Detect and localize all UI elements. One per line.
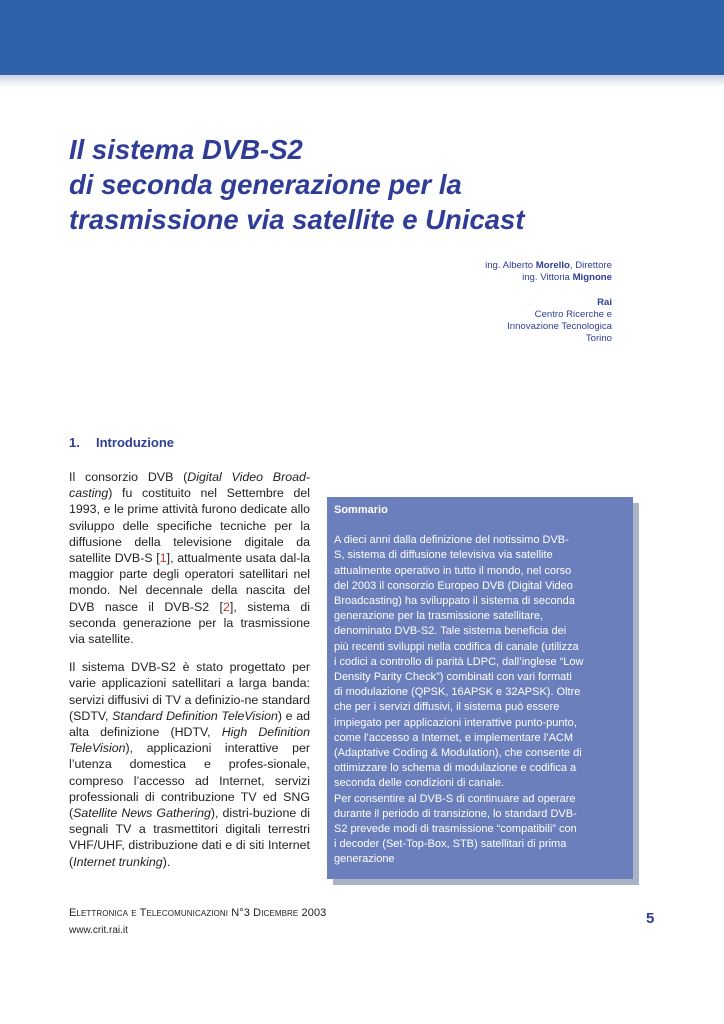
summary-line: del 2003 il consorzio Europeo DVB (Digital Video xyxy=(334,579,573,592)
paragraph xyxy=(69,469,310,647)
affiliation-line: Torino xyxy=(585,333,612,345)
paragraph xyxy=(69,659,310,870)
summary-line: ottimizzare lo schema di modulazione e codifica a xyxy=(334,762,577,775)
author-name: Mignone xyxy=(572,272,612,284)
title-line: di seconda generazione per la xyxy=(69,169,462,200)
section-number: 1. xyxy=(69,435,80,450)
author-prefix: ing. Vittoria xyxy=(522,272,573,284)
text-run: ), distri-buzione di segnali TV a trasmettitori digitali terrestri VHF/UHF, distribuzione dati e di siti Internet ( xyxy=(69,806,310,869)
summary-line: S2 prevede modi di trasmissione “compatibili” con xyxy=(334,823,577,836)
author-1 xyxy=(485,260,612,272)
text-run: ) e ad alta definizione (HDTV, xyxy=(69,708,311,740)
summary-line: di modulazione (QPSK, 16APSK e 32APSK). Oltre xyxy=(334,686,581,699)
reference-link[interactable]: 1 xyxy=(159,551,167,566)
author-2 xyxy=(485,272,612,284)
summary-line: denominato DVB-S2. Tale sistema beneficia dei xyxy=(334,625,567,638)
italic-run: Internet trunking xyxy=(73,854,163,869)
summary-line: generazione xyxy=(334,853,395,866)
summary-title: Sommario xyxy=(334,504,388,516)
affiliation-line: Innovazione Tecnologica xyxy=(507,321,612,333)
summary-text xyxy=(334,533,625,867)
summary-line: i codici a controllo di parità LDPC, dall’inglese “Low xyxy=(334,655,584,668)
author-name: Morello xyxy=(535,260,570,271)
italic-run: Standard Definition TeleVision xyxy=(112,708,278,723)
text-run: Il sistema DVB-S2 è stato progettato per varie applicazioni satellitari a larga banda: servizi diffusivi di TV a definizio-ne standard (SDTV, xyxy=(69,660,310,723)
affiliation-name: Rai xyxy=(597,296,612,308)
summary-box xyxy=(327,497,633,879)
header-bar xyxy=(0,0,724,75)
summary-line: impiegato per applicazioni interattive punto-punto, xyxy=(334,716,577,729)
title-line: Il sistema DVB-S2 xyxy=(69,134,303,165)
summary-line: che per i servizi diffusivi, il sistema può essere xyxy=(334,701,560,714)
italic-run: Digital Video Broad-casting xyxy=(69,470,310,501)
body-text xyxy=(69,469,310,882)
summary-line: i decoder (Set-Top-Box, STB) satellitari di prima xyxy=(334,838,567,851)
author-role: , Direttore xyxy=(569,260,612,271)
text-run: ], sistema di seconda generazione per la trasmissione via satellite. xyxy=(69,599,310,647)
journal-footer: Elettronica e Telecomunicazioni N°3 Dicembre 2003 xyxy=(69,907,327,919)
section-title: Introduzione xyxy=(96,435,174,450)
summary-line: seconda delle condizioni di canale. xyxy=(334,777,505,790)
summary-line: Per consentire al DVB-S di continuare ad operare xyxy=(334,792,576,805)
italic-run: Satellite News Gathering xyxy=(73,806,211,821)
affiliation-line: Centro Ricerche e xyxy=(534,308,612,320)
author-block xyxy=(485,260,612,346)
page-number: 5 xyxy=(646,910,655,927)
summary-line: A dieci anni dalla definizione del notissimo DVB- xyxy=(334,534,569,547)
summary-line: (Adaptative Coding & Modulation), che consente di xyxy=(334,747,582,760)
reference-link[interactable]: 2 xyxy=(223,599,230,614)
summary-line: attualmente operativo in tutto il mondo, nel corso xyxy=(334,564,572,577)
summary-line: Broadcasting) ha sviluppato il sistema di seconda xyxy=(334,595,575,608)
text-run: ) fu costituito nel Settembre del 1993, e le prime attività furono dedicate allo sviluppo delle specifiche tecniche per la diffusione della televisione digitale da satellite DVB-S [ xyxy=(69,486,310,566)
author-prefix: ing. Alberto xyxy=(485,260,536,271)
footer-url[interactable]: www.crit.rai.it xyxy=(69,925,128,936)
summary-line: più recenti sviluppi nella codifica di canale (utilizza xyxy=(334,640,579,653)
header-bar-shadow xyxy=(0,75,724,87)
italic-run: High Definition TeleVision xyxy=(69,725,310,756)
text-run: ], attualmente usata dal-la maggior parte degli operatori satellitari nel mondo. Nel decennale della nascita del DVB nasce il DVB-S2 [ xyxy=(69,551,310,614)
summary-line: Density Parity Check”) combinati con vari formati xyxy=(334,671,572,684)
summary-line: durante il periodo di transizione, lo standard DVB- xyxy=(334,807,577,820)
section-heading xyxy=(69,435,174,450)
summary-line: come l’accesso a Internet, e implementare l’ACM xyxy=(334,731,574,744)
text-run: Il consorzio DVB ( xyxy=(69,470,188,484)
summary-line: generazione per la trasmissione satellitare, xyxy=(334,610,544,623)
text-run: ), applicazioni interattive per l’utenza domestica e profes-sionale, compreso l’accesso ad Internet, servizi professionali di contribuzione TV ed SNG ( xyxy=(69,741,310,821)
article-title xyxy=(69,132,689,237)
affiliation-org xyxy=(485,297,612,309)
title-line: trasmissione via satellite e Unicast xyxy=(69,204,525,235)
text-run: ). xyxy=(162,854,171,869)
summary-line: S, sistema di diffusione televisiva via satellite xyxy=(334,549,553,562)
